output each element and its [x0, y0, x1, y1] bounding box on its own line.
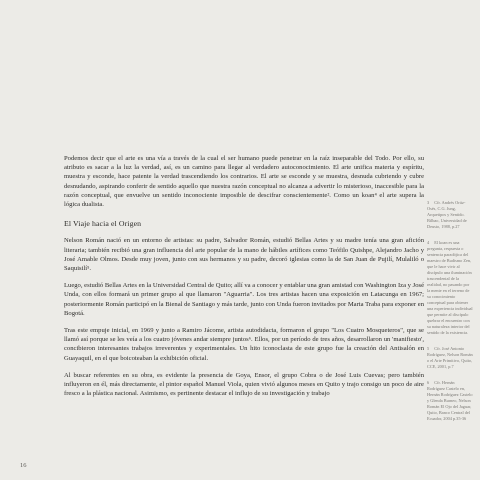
main-text-column — [64, 154, 424, 406]
footnote-number: 3 — [427, 200, 430, 205]
body-paragraph: Nelson Román nació en un entorno de artistas: su padre, Salvador Román, estudió Bellas Artes y su madre tenía una gran afición literaria; también recibió una gran influencia del arte popular de la mano de hábiles artífices como Teófilo Quishpe, Alejandro Jacho y José Amable Olmos. Desde muy joven, junto con sus hermanos y su padre, decoró iglesias como la de San Juan de Pujilí, Mulaliló o Saquisilí⁵. — [64, 237, 424, 273]
footnote — [427, 346, 473, 370]
footnote-text: Cfr. José Antonio Rodríguez, Nelson Román o el Arte Primitivo, Quito, CCE, 2001, p.7 — [427, 346, 473, 369]
footnote — [427, 240, 473, 336]
footnote-number: 4 — [427, 240, 430, 245]
footnote — [427, 380, 473, 422]
footnote-text: Cfr. Andrés Ortiz-Osés, C.G. Jung, Arquetipos y Sentido. Bilbao, Universidad de Deusto, 1988, p.27 — [427, 200, 467, 229]
footnote-text: El koan es una pregunta, respuesta o sentencia paradójica del maestro de Budismo Zen, que le hace vivir al discípulo una iluminación trascendental de la realidad, no pasando por la mente en el terreno de su conocimiento conceptual para obtener una experiencia individual que permite al discípulo quebrar el encuentro con su naturaleza interior del sentido de la existencia. — [427, 240, 473, 335]
intro-paragraph: Podemos decir que el arte es una vía a través de la cual el ser humano puede penetrar en la raíz inseparable del Todo. Por ello, su atributo es sacar a la luz la verdad, así, es un camino para llegar al verdadero autoconocimiento. El arte unifica materia y espíritu, muestra y esconde, hace patente la verdad trascendiendo los contrarios. El arte se esconde y se muestra, desnuda cubriendo y cubre desnudando, aspirando conferir de sentido aquello que nuestra razón conceptual no alcanza a advertir lo misterioso, inaccesible para la razón conceptual, que envuelve un sentido inconociente imposible de descifrar conscientemente². Como un koan⁴ el arte supera la lógica dualista. — [64, 155, 424, 209]
footnote — [427, 200, 473, 230]
body-paragraph: Tras este empuje inicial, en 1969 y junto a Ramiro Jácome, artista autodidacta, formaron el grupo "Los Cuatro Mosqueteros", que se llamó así porque se les veía a los cuatro jóvenes andar siempre juntos⁶. Ellos, por un período de tres años, desarrollaron un 'manifiesto', concibieron interesantes trabajos irreverentes y experimentales. Un hito iconoclasta de este grupo fue la creación del Antisalón en Guayaquil, en el que boicoteaban la exhibición oficial. — [64, 327, 424, 362]
footnote-text: Cfr. Hernán Rodríguez Castelo en, Hernán Rodríguez Castelo y Glenda Burneo, Nelson Román El Ojo del Jaguar, Quito, Banco Central del Ecuador, 2004 p.35-36 — [427, 380, 473, 421]
body-paragraph: Luego, estudió Bellas Artes en la Universidad Central de Quito; allí va a conocer y entablar una gran amistad con Washington Iza y José Unda, con ellos formará un primer grupo al que llamaron "Aguarria". Los tres artistas hacen una exposición en Latacunga en 1967; posteriormente Román participó en la Bienal de Santiago y más tarde, junto con Unda fueron invitados por Marta Traba para exponer en Bogotá. — [64, 282, 424, 317]
sidenotes-column — [427, 200, 473, 432]
footnote-number: 5 — [427, 346, 430, 351]
body-paragraph: Al buscar referentes en su obra, es evidente la presencia de Goya, Ensor, el grupo Cobra o de José Luis Cuevas; pero también influyeron en él, más directamente, el pintor español Manuel Viola, quien vivió algunos meses en Quito y trajo consigo un poco de aire fresco a la plástica nacional. Asimismo, es pertinente destacar el influjo de su investigación y trabajo — [64, 371, 424, 398]
footnote-number: 6 — [427, 380, 430, 385]
section-heading: El Viaje hacia el Origen — [64, 219, 142, 229]
page-number: 16 — [20, 462, 27, 469]
